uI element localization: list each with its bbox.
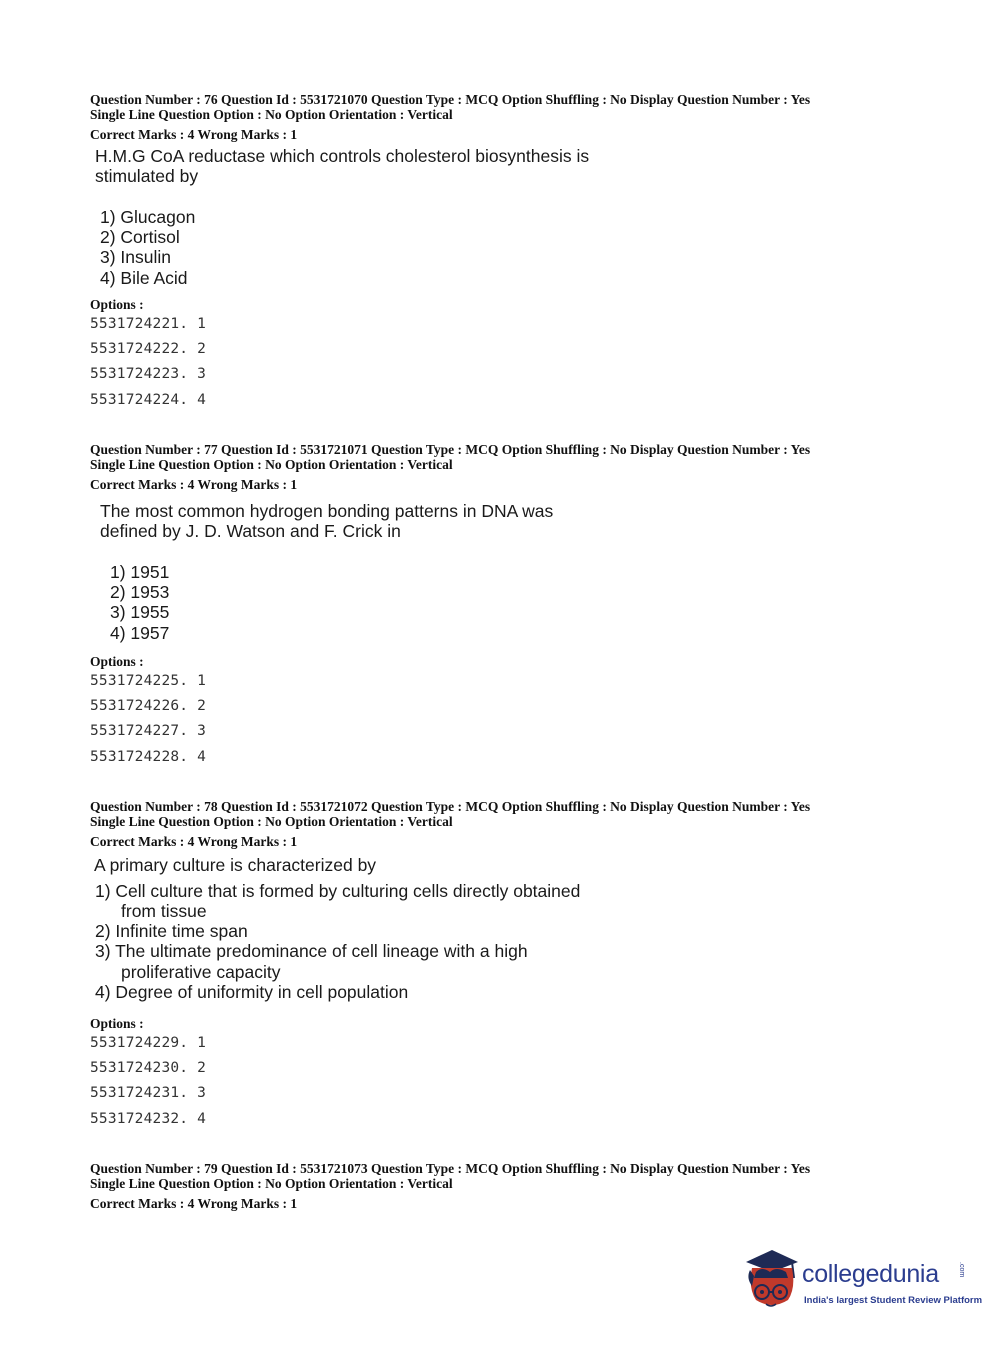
answer-choice: 1) 1951	[110, 562, 170, 582]
question-marks: Correct Marks : 4 Wrong Marks : 1	[90, 1196, 298, 1211]
option-id: 5531724224. 4	[90, 392, 207, 408]
answer-choice: 2) 1953	[110, 582, 170, 602]
answer-choice: 3) The ultimate predominance of cell lineage with a high	[95, 941, 528, 961]
question-marks: Correct Marks : 4 Wrong Marks : 1	[90, 834, 298, 849]
question-stem-line: H.M.G CoA reductase which controls cholesterol biosynthesis is	[95, 146, 590, 166]
option-id: 5531724223. 3	[90, 366, 207, 382]
logo-com-text: .com	[958, 1262, 965, 1278]
question-meta-line2: Single Line Question Option : No Option Orientation : Vertical	[90, 457, 453, 472]
collegedunia-logo[interactable]	[742, 1248, 983, 1318]
option-id: 5531724226. 2	[90, 698, 207, 714]
answer-choice-continuation: from tissue	[121, 901, 207, 921]
option-id: 5531724231. 3	[90, 1085, 207, 1101]
question-meta-line2: Single Line Question Option : No Option Orientation : Vertical	[90, 107, 453, 122]
answer-choice: 3) 1955	[110, 602, 170, 622]
answer-choice: 4) Degree of uniformity in cell population	[95, 982, 409, 1002]
question-meta-line1: Question Number : 79 Question Id : 5531721073 Question Type : MCQ Option Shuffling : No Display Question Number : Yes	[90, 1161, 811, 1176]
question-marks: Correct Marks : 4 Wrong Marks : 1	[90, 477, 298, 492]
answer-choice: 3) Insulin	[100, 247, 172, 267]
option-id: 5531724221. 1	[90, 316, 207, 332]
answer-choice-continuation: proliferative capacity	[121, 962, 281, 982]
answer-choice: 2) Cortisol	[100, 227, 180, 247]
answer-choice: 4) 1957	[110, 623, 170, 643]
option-id: 5531724232. 4	[90, 1111, 207, 1127]
logo-tagline: India's largest Student Review Platform	[804, 1295, 983, 1306]
question-meta-line1: Question Number : 77 Question Id : 5531721071 Question Type : MCQ Option Shuffling : No Display Question Number : Yes	[90, 442, 811, 457]
option-id: 5531724230. 2	[90, 1060, 207, 1076]
logo-brand-text: collegedunia	[802, 1260, 939, 1288]
option-id: 5531724222. 2	[90, 341, 207, 357]
options-label: Options :	[90, 297, 144, 312]
options-label: Options :	[90, 654, 144, 669]
answer-choice: 1) Cell culture that is formed by culturing cells directly obtained	[95, 881, 581, 901]
option-id: 5531724229. 1	[90, 1035, 207, 1051]
answer-choice: 2) Infinite time span	[95, 921, 248, 941]
mascot-icon	[742, 1248, 802, 1318]
options-label: Options :	[90, 1016, 144, 1031]
question-stem-line: defined by J. D. Watson and F. Crick in	[100, 521, 401, 541]
question-stem-line: The most common hydrogen bonding patterns in DNA was	[100, 501, 554, 521]
question-stem-line: stimulated by	[95, 166, 199, 186]
option-id: 5531724228. 4	[90, 749, 207, 765]
question-marks: Correct Marks : 4 Wrong Marks : 1	[90, 127, 298, 142]
question-meta-line2: Single Line Question Option : No Option Orientation : Vertical	[90, 1176, 453, 1191]
answer-choice: 4) Bile Acid	[100, 268, 188, 288]
question-meta-line1: Question Number : 76 Question Id : 5531721070 Question Type : MCQ Option Shuffling : No Display Question Number : Yes	[90, 92, 811, 107]
question-meta-line2: Single Line Question Option : No Option Orientation : Vertical	[90, 814, 453, 829]
answer-choice: 1) Glucagon	[100, 207, 196, 227]
option-id: 5531724225. 1	[90, 673, 207, 689]
question-stem-line: A primary culture is characterized by	[94, 855, 377, 875]
option-id: 5531724227. 3	[90, 723, 207, 739]
question-meta-line1: Question Number : 78 Question Id : 5531721072 Question Type : MCQ Option Shuffling : No Display Question Number : Yes	[90, 799, 811, 814]
